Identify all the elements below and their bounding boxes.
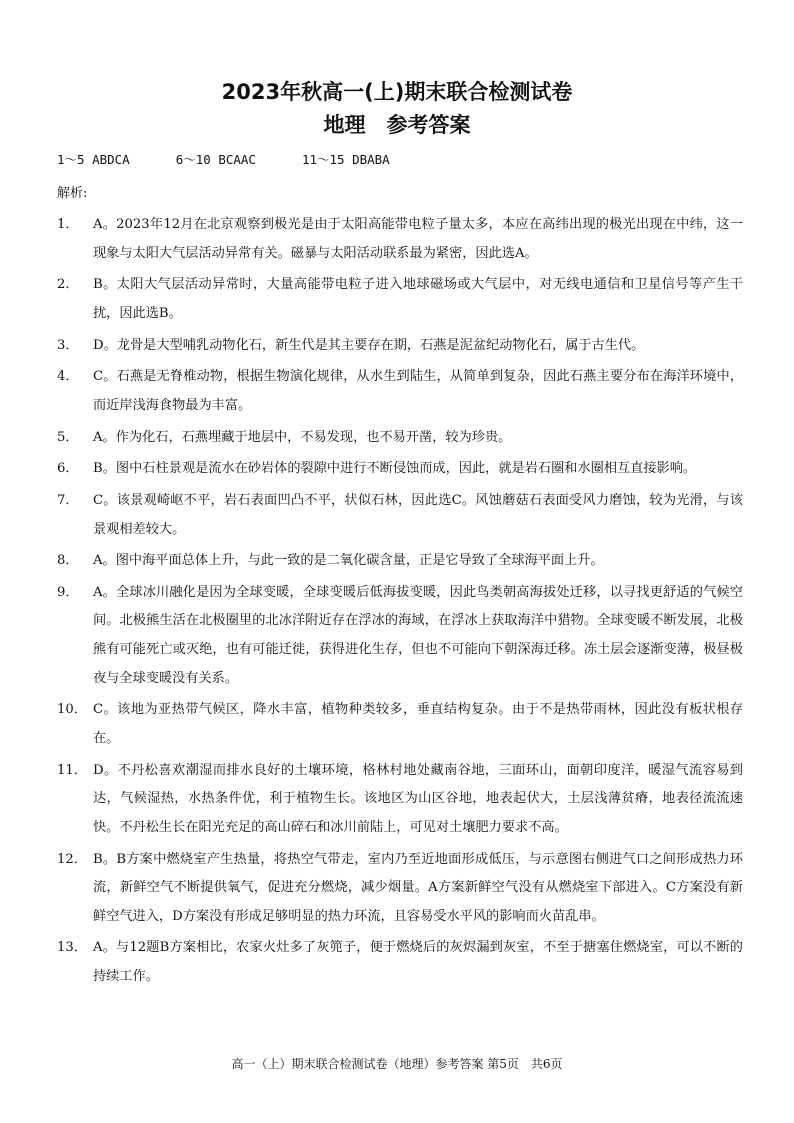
answer-key-11-15: 11～15 DBABA (301, 152, 390, 167)
page-title: 2023年秋高一(上)期末联合检测试卷 (221, 80, 573, 104)
list-item (57, 211, 743, 268)
item-text: C。该地为亚热带气候区，降水丰富，植物种类较多，垂直结构复杂。由于不是热带雨林，因此没有板状根存在。 (93, 702, 743, 746)
list-item (57, 579, 743, 693)
list-item (57, 547, 743, 576)
item-text: C。该景观崎岖不平，岩石表面凹凸不平，状似石林，因此选C。风蚀蘑菇石表面受风力磨蚀，较为光滑，与该景观相差较大。 (93, 492, 743, 537)
answer-key-1-5: 1～5 ABDCA (57, 152, 130, 167)
item-number: 8． (57, 553, 79, 569)
list-item (57, 455, 743, 484)
page-footer: 高一（上）期末联合检测试卷（地理）参考答案 第5页 共6页 (231, 1057, 563, 1071)
item-number: 11． (57, 762, 87, 778)
item-number: 4． (57, 369, 79, 385)
list-item (57, 696, 743, 753)
item-number: 5． (57, 429, 79, 445)
item-number: 3． (57, 337, 79, 353)
item-text: B。B方案中燃烧室产生热量，将热空气带走，室内乃至近地面形成低压，与示意图右侧进气口之间形成热力环流，新鲜空气不断提供氧气，促进充分燃烧，减少烟量。A方案新鲜空气没有从燃烧室下部进入。C方案没有新鲜空气进入，D方案没有形成足够明显的热力环流，且容易受水平风的影响而火苗乱串。 (93, 851, 743, 924)
analysis-label: 解析: (57, 186, 88, 201)
list-item (57, 757, 743, 843)
answer-key-6-10: 6～10 BCAAC (175, 152, 256, 167)
item-number: 13． (57, 940, 87, 956)
item-number: 12． (57, 851, 87, 867)
list-item (57, 271, 743, 328)
item-text: A。全球冰川融化是因为全球变暖，全球变暖后低海拔变暖，因此鸟类朝高海拔处迁移，以寻找更舒适的气候空间。北极熊生活在北极圈里的北冰洋附近存在浮冰的海域，在浮冰上获取海洋中猎物。全球变暖不断发展，北极熊有可能死亡或灭绝，也有可能迁徙，获得进化生存，但也不可能向下朝深海迁移。冻土层会逐渐变薄，极昼极夜与全球变暖没有关系。 (93, 584, 743, 686)
list-item (57, 934, 743, 991)
item-text: A。与12题B方案相比，农家火灶多了灰篼子，便于燃烧后的灰烬漏到灰室，不至于搪塞住燃烧室，可以不断的持续工作。 (93, 940, 743, 984)
item-text: B。图中石柱景观是流水在砂岩体的裂隙中进行不断侵蚀而成，因此，就是岩石圈和水圈相互直接影响。 (93, 461, 697, 477)
item-text: A。2023年12月在北京观察到极光是由于太阳高能带电粒子量太多，本应在高纬出现的极光出现在中纬，这一现象与太阳大气层活动异常有关。磁暴与太阳活动联系最为紧密，因此选A。 (93, 217, 743, 261)
item-text: D。不丹松喜欢潮湿而排水良好的土壤环境，格林村地处藏南谷地，三面环山，面朝印度洋，暖湿气流容易到达，气候湿热，水热条件优，利于植物生长。该地区为山区谷地，地表起伏大，土层浅薄贫瘠，地表径流流速快。不丹松生长在阳光充足的高山碎石和冰川前陆上，可见对土壤肥力要求不高。 (93, 762, 743, 835)
item-text: A。图中海平面总体上升，与此一致的是二氧化碳含量，正是它导致了全球海平面上升。 (93, 553, 604, 569)
analysis-list (57, 211, 743, 995)
item-text: A。作为化石，石燕埋藏于地层中，不易发现，也不易开凿，较为珍贵。 (93, 429, 512, 445)
page-subtitle: 地理 参考答案 (323, 113, 471, 137)
item-number: 10． (57, 702, 87, 718)
item-number: 9． (57, 584, 79, 600)
list-item (57, 332, 743, 361)
list-item (57, 487, 743, 544)
item-text: D。龙骨是大型哺乳动物化石，新生代是其主要存在期，石燕是泥盆纪动物化石，属于古生代。 (93, 337, 645, 353)
item-number: 6． (57, 461, 79, 477)
item-text: B。太阳大气层活动异常时，大量高能带电粒子进入地球磁场或大气层中，对无线电通信和卫星信号等产生干扰，因此选B。 (93, 277, 743, 321)
item-text: C。石燕是无脊椎动物，根据生物演化规律，从水生到陆生，从简单到复杂，因此石燕主要分布在海洋环境中，而近岸浅海食物最为丰富。 (93, 369, 743, 413)
list-item (57, 424, 743, 453)
item-number: 2． (57, 277, 79, 293)
list-item (57, 846, 743, 932)
item-number: 7． (57, 492, 79, 508)
item-number: 1． (57, 217, 79, 232)
answer-key (57, 150, 436, 168)
list-item (57, 363, 743, 420)
